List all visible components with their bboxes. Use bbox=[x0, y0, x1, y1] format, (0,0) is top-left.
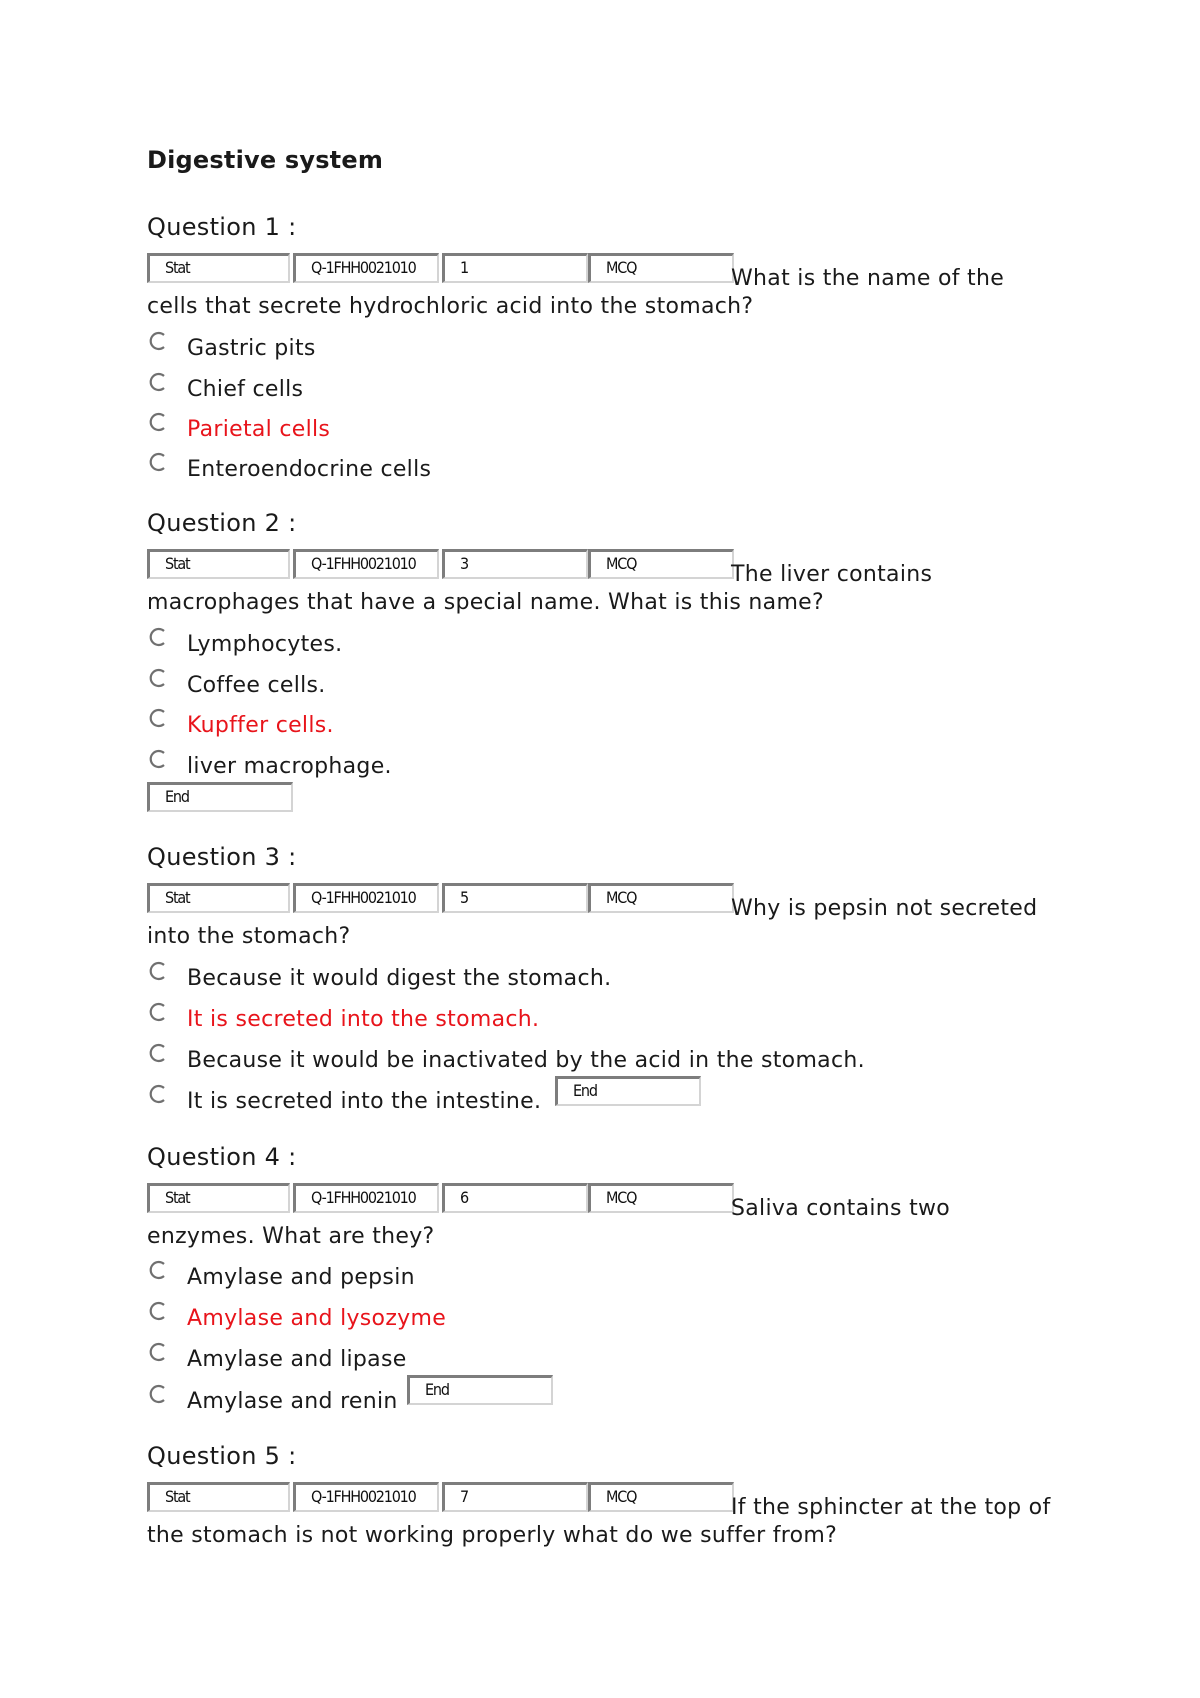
option-label: Amylase and pepsin bbox=[187, 1265, 415, 1290]
radio-icon[interactable] bbox=[147, 667, 169, 689]
option-label: It is secreted into the intestine. bbox=[187, 1089, 542, 1114]
question-4-number-field[interactable]: 6 bbox=[442, 1183, 588, 1213]
radio-icon[interactable] bbox=[147, 1383, 169, 1405]
question-3-end-field[interactable]: End bbox=[555, 1076, 701, 1106]
radio-icon[interactable] bbox=[147, 748, 169, 770]
question-3-text-line1: Why is pepsin not secreted bbox=[731, 896, 1038, 921]
radio-icon[interactable] bbox=[147, 1341, 169, 1363]
question-3-type-field[interactable]: MCQ bbox=[588, 883, 734, 913]
question-5-start-field[interactable]: Stat bbox=[147, 1482, 290, 1512]
option-label: Because it would be inactivated by the acid in the stomach. bbox=[187, 1048, 865, 1073]
radio-icon[interactable] bbox=[147, 411, 169, 433]
option-label: Amylase and renin bbox=[187, 1389, 398, 1414]
question-3-number-field[interactable]: 5 bbox=[442, 883, 588, 913]
radio-icon[interactable] bbox=[147, 707, 169, 729]
question-2-text-line1: The liver contains bbox=[731, 562, 933, 587]
question-2-id-field[interactable]: Q-1FHH0021010 bbox=[293, 549, 439, 579]
question-2-heading: Question 2 : bbox=[147, 509, 297, 537]
option-label-correct: Kupffer cells. bbox=[187, 713, 334, 738]
question-3-start-field[interactable]: Stat bbox=[147, 883, 290, 913]
question-1-number-field[interactable]: 1 bbox=[442, 253, 588, 283]
question-5-type-field[interactable]: MCQ bbox=[588, 1482, 734, 1512]
question-3-id-field[interactable]: Q-1FHH0021010 bbox=[293, 883, 439, 913]
radio-icon[interactable] bbox=[147, 1300, 169, 1322]
question-1-type-field[interactable]: MCQ bbox=[588, 253, 734, 283]
question-4-heading: Question 4 : bbox=[147, 1143, 297, 1171]
question-3-text-line2: into the stomach? bbox=[147, 924, 351, 949]
radio-icon[interactable] bbox=[147, 1259, 169, 1281]
option-label: Chief cells bbox=[187, 377, 304, 402]
radio-icon[interactable] bbox=[147, 626, 169, 648]
question-2-text-line2: macrophages that have a special name. What is this name? bbox=[147, 590, 824, 615]
radio-icon[interactable] bbox=[147, 1042, 169, 1064]
question-2-start-field[interactable]: Stat bbox=[147, 549, 290, 579]
question-4-start-field[interactable]: Stat bbox=[147, 1183, 290, 1213]
question-5-id-field[interactable]: Q-1FHH0021010 bbox=[293, 1482, 439, 1512]
option-label-correct: It is secreted into the stomach. bbox=[187, 1007, 540, 1032]
question-4-text-line2: enzymes. What are they? bbox=[147, 1224, 435, 1249]
option-label: Coffee cells. bbox=[187, 673, 326, 698]
radio-icon[interactable] bbox=[147, 330, 169, 352]
question-5-text-line2: the stomach is not working properly what do we suffer from? bbox=[147, 1523, 838, 1548]
question-2-number-field[interactable]: 3 bbox=[442, 549, 588, 579]
option-label: Gastric pits bbox=[187, 336, 316, 361]
radio-icon[interactable] bbox=[147, 371, 169, 393]
option-label-correct: Parietal cells bbox=[187, 417, 331, 442]
question-1-text-line2: cells that secrete hydrochloric acid into the stomach? bbox=[147, 294, 754, 319]
document-title: Digestive system bbox=[147, 146, 384, 174]
question-4-id-field[interactable]: Q-1FHH0021010 bbox=[293, 1183, 439, 1213]
question-4-text-line1: Saliva contains two bbox=[731, 1196, 951, 1221]
question-1-start-field[interactable]: Stat bbox=[147, 253, 290, 283]
radio-icon[interactable] bbox=[147, 960, 169, 982]
option-label: Because it would digest the stomach. bbox=[187, 966, 612, 991]
radio-icon[interactable] bbox=[147, 451, 169, 473]
question-4-end-field[interactable]: End bbox=[407, 1375, 553, 1405]
radio-icon[interactable] bbox=[147, 1083, 169, 1105]
question-2-type-field[interactable]: MCQ bbox=[588, 549, 734, 579]
option-label-correct: Amylase and lysozyme bbox=[187, 1306, 447, 1331]
question-4-type-field[interactable]: MCQ bbox=[588, 1183, 734, 1213]
question-1-heading: Question 1 : bbox=[147, 213, 297, 241]
option-label: Amylase and lipase bbox=[187, 1347, 407, 1372]
question-1-id-field[interactable]: Q-1FHH0021010 bbox=[293, 253, 439, 283]
question-5-number-field[interactable]: 7 bbox=[442, 1482, 588, 1512]
question-5-heading: Question 5 : bbox=[147, 1442, 297, 1470]
radio-icon[interactable] bbox=[147, 1001, 169, 1023]
option-label: Enteroendocrine cells bbox=[187, 457, 432, 482]
option-label: Lymphocytes. bbox=[187, 632, 343, 657]
question-5-text-line1: If the sphincter at the top of bbox=[731, 1495, 1051, 1520]
question-3-heading: Question 3 : bbox=[147, 843, 297, 871]
question-1-text-line1: What is the name of the bbox=[731, 266, 1005, 291]
question-2-end-field[interactable]: End bbox=[147, 782, 293, 812]
option-label: liver macrophage. bbox=[187, 754, 392, 779]
